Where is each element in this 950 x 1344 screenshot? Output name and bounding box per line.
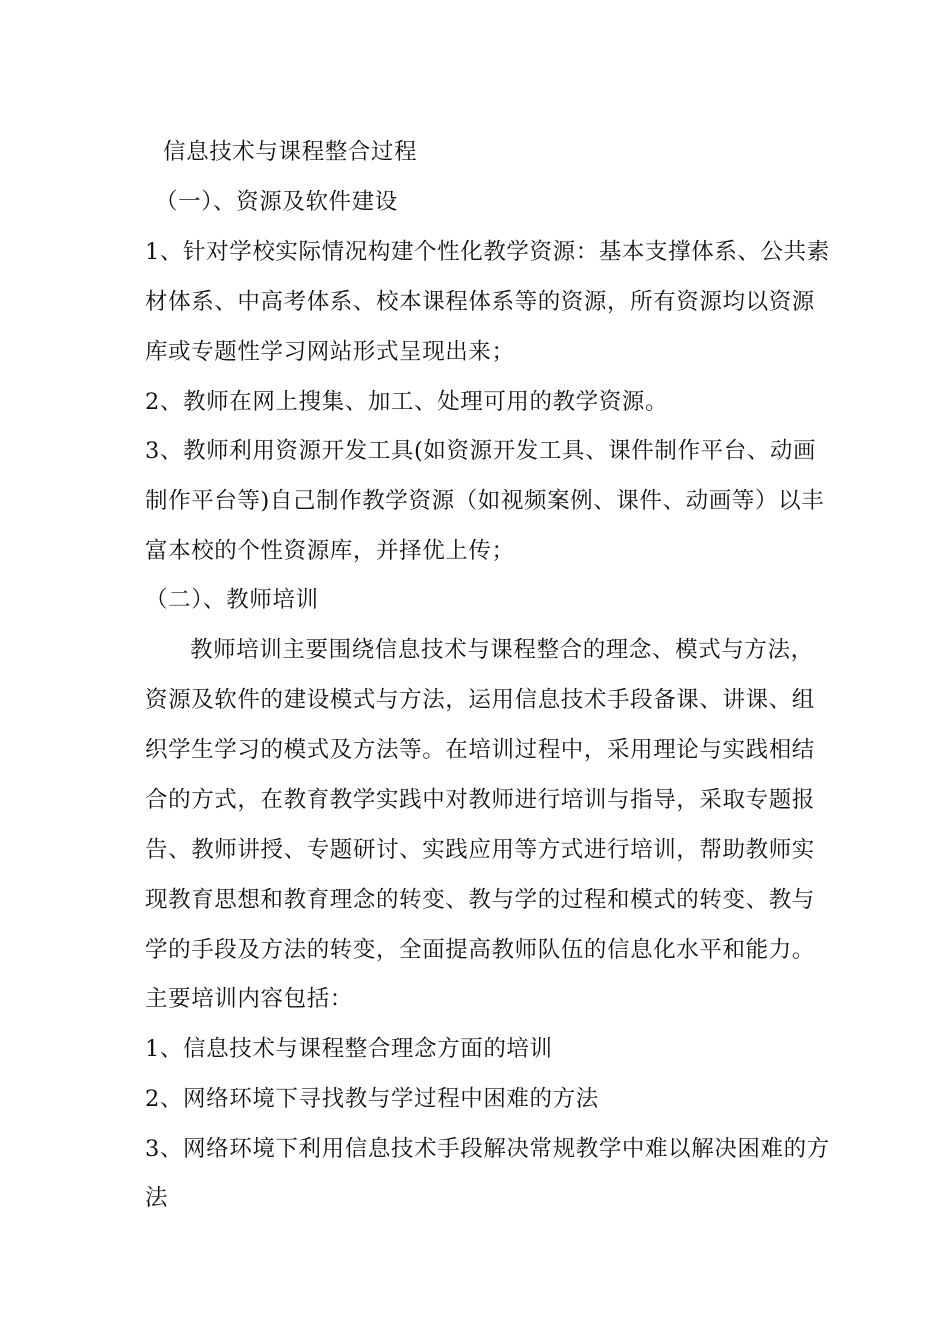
paragraph-line: 资源及软件的建设模式与方法，运用信息技术手段备课、讲课、组 xyxy=(145,687,815,713)
document-title: 信息技术与课程整合过程 xyxy=(163,139,418,165)
list-item: 3、网络环境下利用信息技术手段解决常规教学中难以解决困难的方 xyxy=(145,1136,830,1162)
section-heading-resources: （一）、资源及软件建设 xyxy=(155,189,398,215)
list-item: 法 xyxy=(145,1185,169,1211)
paragraph-line: 告、教师讲授、专题研讨、实践应用等方式进行培训，帮助教师实 xyxy=(145,837,815,863)
paragraph-line: 学的手段及方法的转变，全面提高教师队伍的信息化水平和能力。 xyxy=(145,937,815,963)
paragraph-line: 2、教师在网上搜集、加工、处理可用的教学资源。 xyxy=(145,389,669,415)
paragraph-line: 富本校的个性资源库，并择优上传； xyxy=(145,538,515,564)
paragraph-line: 1、针对学校实际情况构建个性化教学资源：基本支撑体系、公共素 xyxy=(145,239,830,265)
paragraph-line: 制作平台等)自己制作教学资源（如视频案例、课件、动画等）以丰 xyxy=(145,488,825,514)
paragraph-line: 3、教师利用资源开发工具(如资源开发工具、课件制作平台、动画 xyxy=(145,438,817,464)
list-item: 1、信息技术与课程整合理念方面的培训 xyxy=(145,1036,553,1062)
paragraph-line: 主要培训内容包括： xyxy=(145,986,353,1012)
paragraph-line: 合的方式，在教育教学实践中对教师进行培训与指导，采取专题报 xyxy=(145,787,815,813)
paragraph-line: 织学生学习的模式及方法等。在培训过程中，采用理论与实践相结 xyxy=(145,737,815,763)
section-heading-training: （二）、教师培训 xyxy=(145,587,319,613)
paragraph-line: 库或专题性学习网站形式呈现出来； xyxy=(145,339,515,365)
list-item: 2、网络环境下寻找教与学过程中困难的方法 xyxy=(145,1086,599,1112)
paragraph-line: 教师培训主要围绕信息技术与课程整合的理念、模式与方法， xyxy=(190,637,814,663)
paragraph-line: 材体系、中高考体系、校本课程体系等的资源，所有资源均以资源 xyxy=(145,289,815,315)
paragraph-line: 现教育思想和教育理念的转变、教与学的过程和模式的转变、教与 xyxy=(145,887,815,913)
